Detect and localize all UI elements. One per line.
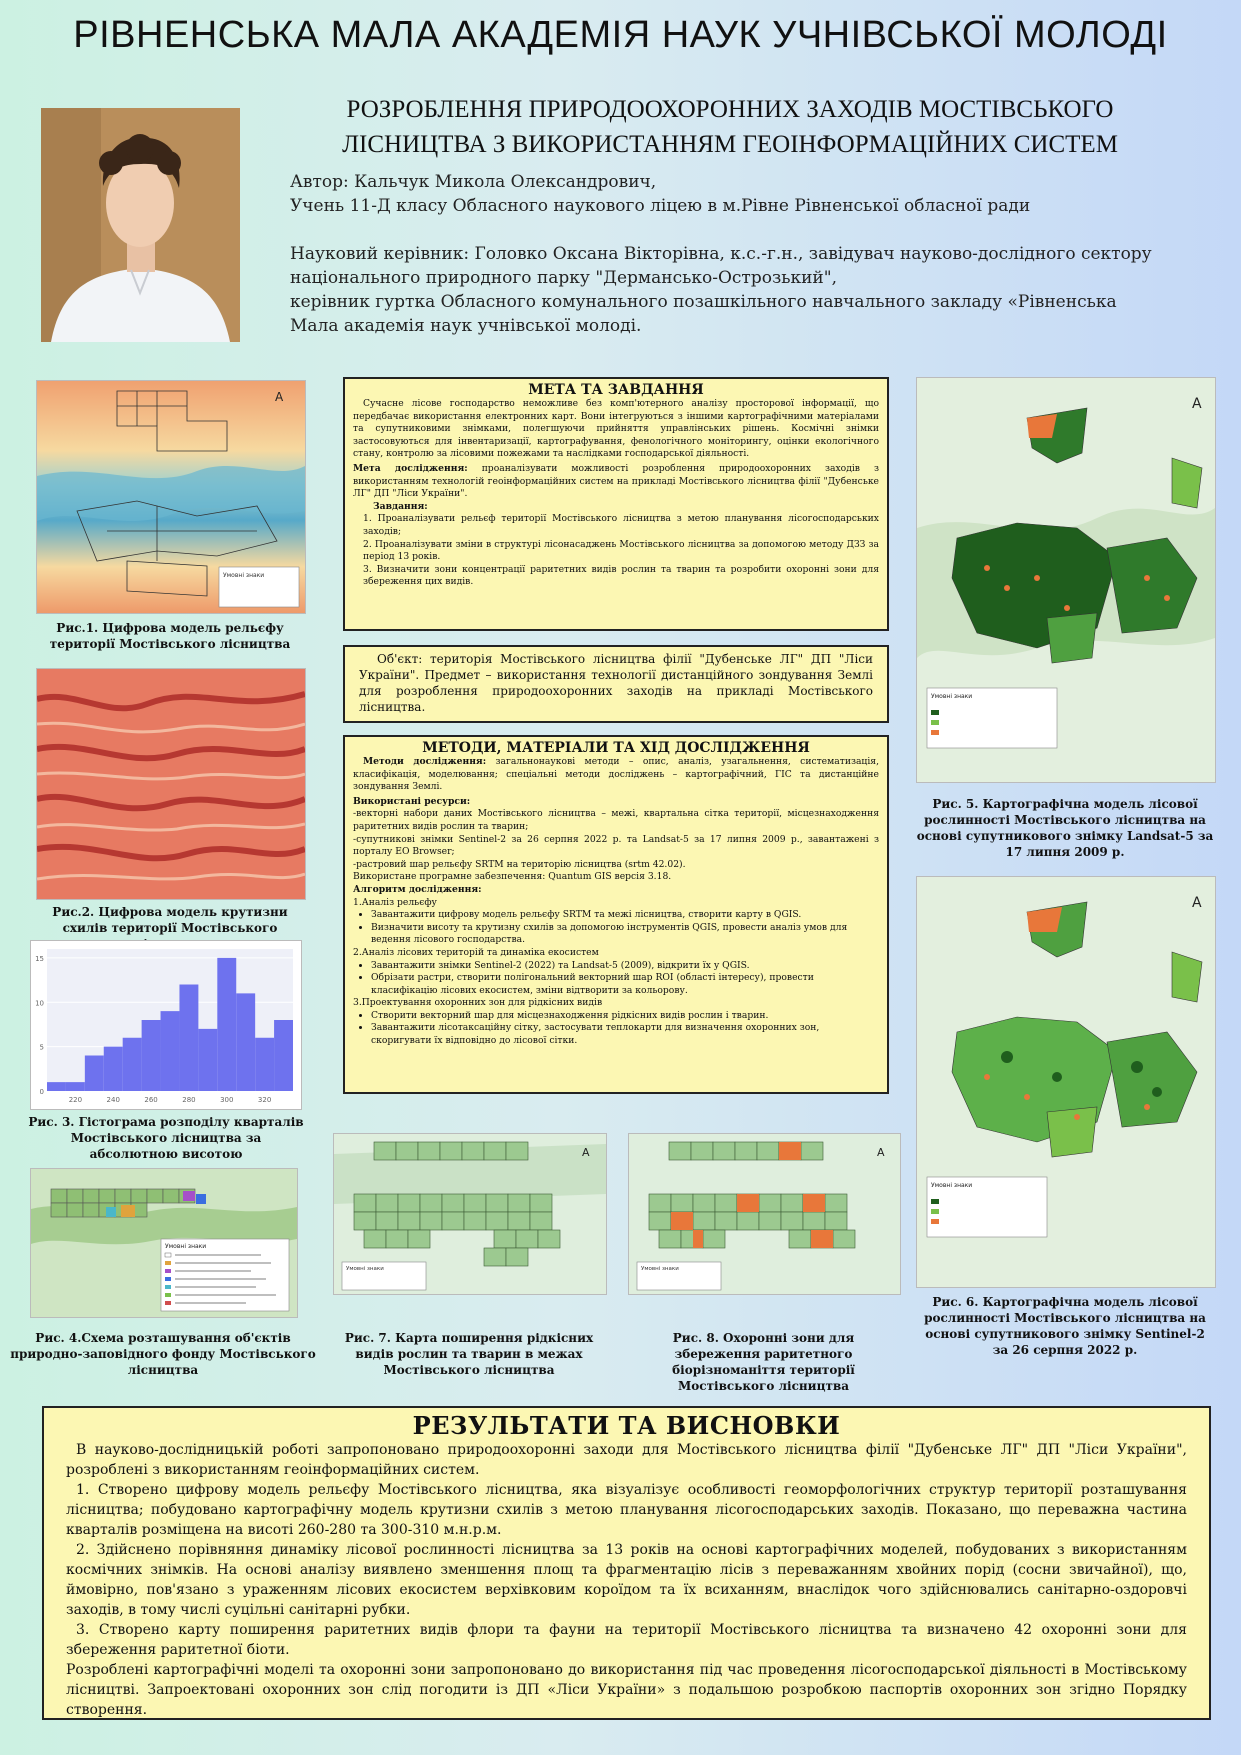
author-name: Автор: Кальчук Микола Олександрович,: [290, 172, 657, 192]
supervisor-line3: керівник гуртка Обласного комунального позашкільного навчального закладу «Рівненська: [290, 292, 1117, 312]
histogram-bar: [236, 993, 255, 1091]
result-2: 2. Здійснено порівняння динаміку лісової рослинності лісництва за 13 років на основі картографічних моделей, побудованих з використанням космічних знімків. На основі аналізу виявлено зменшення площ та фрагментацію лісів з переважанням хвойних порід (сосни звичайної), що, ймовірно, пов'язано з ураженням лісових екосистем верхівковим короїдом та їх всиханням, внаслідок чого здійснювались санітарно-оздоровчі заходів, в тому числі суцільні санітарні рубки.: [66, 1542, 1187, 1618]
elevation-histogram: [30, 940, 302, 1110]
landsat-north: A: [1192, 396, 1202, 412]
protection-zones-map: [628, 1133, 901, 1295]
task-3: 3. Визначити зони концентрації раритетних видів рослин та тварин та розробити охоронні зони для збереження цих видів.: [363, 563, 879, 588]
author-photo: [41, 108, 240, 342]
fig8-caption: Рис. 8. Охоронні зони для збереження раритетного біорізноманіття території Мостівського лісництва: [672, 1331, 855, 1393]
histogram-bar: [179, 985, 198, 1092]
result-3: 3. Створено карту поширення раритетних видів флори та фауни на території Мостівського лісництва та визначено 42 охоронні зони для збереження раритетної біоти.: [66, 1622, 1187, 1658]
methods-heading: МЕТОДИ, МАТЕРІАЛИ ТА ХІД ДОСЛІДЖЕННЯ: [422, 740, 810, 756]
fig3-caption: Рис. 3. Гістограма розподілу кварталів Мостівського лісництва за абсолютною висотою: [28, 1115, 304, 1161]
rare-species-map: [333, 1133, 607, 1295]
histogram-bar: [104, 1047, 123, 1091]
histogram-bar: [217, 958, 236, 1091]
step-2-item-2: • Обрізати растри, створити полігональний векторний шар ROI (області інтересу), провести класифікацію лісових екосистем, зміни відтворити за кольорову.: [371, 972, 879, 997]
supervisor-line2: національного природного парку "Дерманськo-Острозький",: [290, 268, 837, 288]
results-intro: В науково-дослідницькій роботі запропоновано природоохоронні заходи для Мостівського лісництва філії "Дубенське ЛГ" ДП "Ліси України", розроблені з використанням геоінформаційних систем.: [66, 1442, 1187, 1478]
fig1-caption: Рис.1. Цифрова модель рельєфу території Мостівського лісництва: [49, 621, 291, 651]
step-3-item-2: • Завантажити лісотаксаційну сітку, застосувати теплокарти для визначення охоронних зон, скоригувати їх відповідно до лісової сітки.: [371, 1022, 879, 1047]
histogram-bar: [198, 1029, 217, 1091]
slope-map: [36, 668, 306, 900]
step-1: 1.Аналіз рельєфу: [353, 896, 437, 908]
project-title-line2: ЛІСНИЦТВА З ВИКОРИСТАННЯМ ГЕОІНФОРМАЦІЙНИХ СИСТЕМ: [342, 131, 1118, 158]
poster-title: РІВНЕНСЬКА МАЛА АКАДЕМІЯ НАУК УЧНІВСЬКОЇ МОЛОДІ: [73, 14, 1168, 56]
software-text: Використане програмне забезпечення: Quantum GIS версія 3.18.: [353, 871, 672, 883]
project-title-line1: РОЗРОБЛЕННЯ ПРИРОДООХОРОННИХ ЗАХОДІВ МОСТІВСЬКОГО: [346, 96, 1114, 123]
step-1-item-2: • Визначити висоту та крутизну схилів за допомогою інструментів QGIS, провести аналіз умов для ведення лісового господарства.: [371, 922, 879, 947]
resource-2: -супутникові знімки Sentinel-2 за 26 серпня 2022 р. та Landsat-5 за 17 липня 2009 р., завантажені з порталу EO Browser;: [353, 833, 879, 858]
results-box: [42, 1406, 1211, 1720]
resources-label: Використані ресурси:: [353, 795, 471, 807]
fig6-caption: Рис. 6. Картографічна модель лісової рослинності Мостівського лісництва на основі супутникового знімку Sentinel-2 за 26 серпня 2022 р.: [924, 1295, 1206, 1357]
object-text: Об'єкт: територія Мостівського лісництва філії "Дубенське ЛГ" ДП "Ліси України". Предмет – використання технології дистанційного зондування Землі для розроблення природоохоронних заходів на прикладі Мостівського лісництва.: [359, 652, 873, 714]
histogram-ytick: 0: [39, 1088, 44, 1096]
task-1: 1. Проаналізувати рельєф території Мостівського лісництва з метою планування лісогосподарських заходів;: [363, 513, 879, 537]
histogram-bar: [123, 1038, 142, 1091]
task-2: 2. Проаналізувати зміни в структурі лісонасаджень Мостівського лісництва за допомогою методу ДЗЗ за період 13 років.: [363, 538, 879, 563]
resource-1: -векторні набори даних Мостівського лісництва – межі, квартальна сітка території, місцезнаходження раритетних видів рослин та тварин;: [353, 808, 879, 832]
methods-text: загальнонаукові методи – опис, аналіз, узагальнення, систематизація, класифікація, моделювання; спеціальні методи досліджень – картографічний, ГІС та дистанційне зондування Землі.: [353, 756, 879, 793]
aim-text: проаналізувати можливості розроблення природоохоронних заходів з використанням технологій геоінформаційних систем на прикладі Мостівського лісництва філії "Дубенське ЛГ" ДП "Ліси України".: [353, 462, 880, 500]
landsat-legend-title: Умовні знаки: [931, 693, 973, 700]
histogram-bar: [66, 1082, 85, 1091]
histogram-ytick: 5: [39, 1043, 44, 1052]
fig4-caption: Рис. 4.Схема розташування об'єктів природно-заповідного фонду Мостівського лісництва: [10, 1331, 316, 1377]
elevation-map: [36, 380, 306, 614]
histogram-bar: [161, 1011, 180, 1091]
results-heading: РЕЗУЛЬТАТИ ТА ВИСНОВКИ: [412, 1411, 841, 1440]
step-3-item-1: • Створити векторний шар для місцезнаходження рідкісних видів рослин і тварин.: [371, 1010, 879, 1023]
ppf-legend-title: Умовні знаки: [165, 1243, 207, 1250]
histogram-xtick: 320: [257, 1096, 272, 1104]
landsat-forest-map: [916, 377, 1216, 783]
aim-label: Мета дослідження:: [353, 462, 468, 474]
zones-map-north: A: [877, 1146, 885, 1159]
histogram-ytick: 10: [35, 999, 44, 1008]
rare-map-legend-title: Умовні знаки: [346, 1266, 384, 1272]
supervisor-line1: Науковий керівник: Головко Оксана Вікторівна, к.с.-г.н., завідувач науково-дослідного сектору: [290, 244, 1152, 264]
step-2-item-1: • Завантажити знімки Sentinel-2 (2022) та Landsat-5 (2009), відкрити їх у QGIS.: [371, 960, 879, 973]
rare-map-north: A: [582, 1146, 590, 1159]
step-2: 2.Аналіз лісових територій та динаміка екосистем: [353, 946, 599, 958]
histogram-bar: [255, 1038, 274, 1091]
result-conclusion: Розроблені картографічні моделі та охоронні зони запропоновано до використання під час проведення лісогосподарської діяльності в Мостівському лісництві. Запроектовані охоронних зон слід погодити із ДП «Ліси України» з подальшою розробкою паспортів охоронних зон згідно Порядку створення.: [66, 1662, 1187, 1718]
project-title: [300, 92, 1160, 162]
histogram-bar: [142, 1020, 161, 1091]
goal-intro: Сучасне лісове господарство неможливе без комп'ютерного аналізу просторової інформації, що передбачає використання електронних карт. Вони інтегруються з іншими картографічними матеріалами та супутниковими знімками, полегшуючи прийняття управлінських рішень. Космічні знімки застосовуються для інвентаризації, картографування, фенологічного моніторингу, оцінки екологічного стану, контролю за лісовими пожежами та наслідками господарської діяльності.: [353, 398, 879, 460]
histogram-xtick: 280: [182, 1096, 196, 1104]
methods-label: Методи дослідження:: [363, 756, 487, 767]
methods-box: [343, 735, 889, 1094]
fig5-caption: Рис. 5. Картографічна модель лісової рослинності Мостівського лісництва на основі супутникового знімку Landsat-5 за 17 липня 2009 р.: [916, 797, 1214, 859]
step-1-item-1: • Завантажити цифрову модель рельєфу SRTM та межі лісництва, створити карту в QGIS.: [371, 909, 879, 922]
sentinel-north: A: [1192, 895, 1202, 911]
histogram-ytick: 15: [35, 954, 44, 963]
author-block: [290, 170, 1220, 338]
histogram-xtick: 240: [106, 1096, 120, 1104]
elevation-north-arrow: A: [275, 390, 284, 404]
author-school: Учень 11-Д класу Обласного наукового ліцею в м.Рівне Рівненської обласної ради: [290, 196, 1031, 216]
sentinel-legend-title: Умовні знаки: [931, 1182, 973, 1189]
result-1: 1. Створено цифрову модель рельєфу Мостівського лісництва, яка візуалізує особливості геоморфологічних структур території розташування лісництва; побудовано картографічну модель крутизни схилів з метою планування лісогосподарських заходів. Показано, що переважна частина кварталів розміщена на висоті 260-280 та 300-310 м.н.р.м.: [66, 1482, 1187, 1538]
step-3: 3.Проектування охоронних зон для рідкісних видів: [353, 997, 603, 1009]
resource-3: -растровий шар рельєфу SRTM на територію лісництва (srtm 42.02).: [353, 858, 686, 870]
fig2-caption: Рис.2. Цифрова модель крутизни схилів території Мостівського: [52, 905, 288, 935]
histogram-bar: [85, 1056, 104, 1092]
fig7-caption: Рис. 7. Карта поширення рідкісних видів рослин та тварин в межах Мостівського лісництва: [344, 1331, 594, 1377]
supervisor-line4: Мала академія наук учнівської молоді.: [290, 316, 642, 336]
elevation-legend-title: Умовні знаки: [223, 572, 265, 579]
object-box: [343, 645, 889, 723]
goal-box: [343, 377, 889, 631]
histogram-xtick: 300: [220, 1096, 234, 1104]
histogram-bar: [274, 1020, 293, 1091]
algorithm-label: Алгоритм дослідження:: [353, 883, 482, 895]
histogram-xtick: 260: [144, 1096, 158, 1104]
tasks-label: Завдання:: [373, 500, 428, 512]
goal-heading: МЕТА ТА ЗАВДАННЯ: [528, 382, 704, 398]
zones-map-legend-title: Умовні знаки: [641, 1266, 679, 1272]
sentinel-forest-map: [916, 876, 1216, 1288]
histogram-bar: [47, 1082, 66, 1091]
histogram-xtick: 220: [68, 1096, 83, 1104]
protected-areas-map: [30, 1168, 298, 1318]
